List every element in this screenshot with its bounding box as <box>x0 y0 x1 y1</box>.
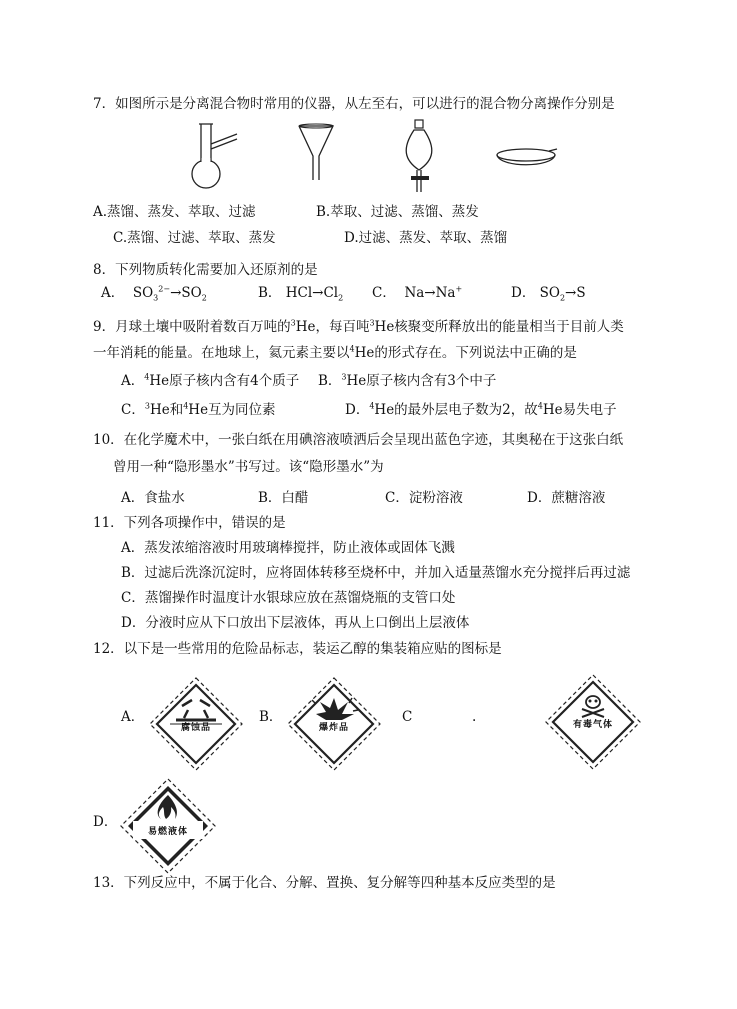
q11-option-d: D．分液时应从下口放出下层液体，再从上口倒出上层液体 <box>121 615 470 631</box>
q10-stem-line1: 10．在化学魔术中，一张白纸在用碘溶液喷洒后会呈现出蓝色字迹，其奥秘在于这张白纸 <box>93 432 624 448</box>
q11-stem: 11．下列各项操作中，错误的是 <box>93 515 286 531</box>
q11-option-a: A．蒸发浓缩溶液时用玻璃棒搅拌，防止液体或固体飞溅 <box>121 540 455 556</box>
q7-option-b: B.萃取、过滤、蒸馏、蒸发 <box>316 204 479 220</box>
explosive-sign <box>286 676 382 772</box>
evaporating-dish-icon <box>494 146 560 176</box>
q10-option-a: A．食盐水 <box>121 490 185 506</box>
q10-stem-line2: 曾用一种“隐形墨水”书写过。该“隐形墨水”为 <box>113 459 384 475</box>
q11-option-c: C．蒸馏操作时温度计水银球应放在蒸馏烧瓶的支管口处 <box>121 590 456 606</box>
q11-option-b: B．过滤后洗涤沉淀时，应将固体转移至烧杯中，并加入适量蒸馏水充分搅拌后再过滤 <box>121 565 631 581</box>
q9-option-a: A．$^4$He原子核内含有4个质子 <box>121 372 300 389</box>
distillation-flask-icon <box>185 120 245 192</box>
q9-option-c: C．$^3$He和$^4$He互为同位素 <box>121 401 276 418</box>
toxic-gas-sign-label: 有毒气体 <box>572 720 613 730</box>
q7-option-c: C.蒸馏、过滤、萃取、蒸发 <box>113 230 276 246</box>
q8-option-c: C． Na→Na+ <box>372 284 463 301</box>
toxic-gas-sign <box>544 673 642 771</box>
q9-stem-line2: 一年消耗的能量。在地球上，氦元素主要以$^4$He的形式存在。下列说法中正确的是 <box>93 344 577 361</box>
explosive-sign-label: 爆炸品 <box>318 723 349 733</box>
q8-option-b: B． $HCl\to Cl_2$ <box>258 285 344 303</box>
q8-option-d: D． $SO_2\to S$ <box>511 285 586 303</box>
q9-option-d: D．$^4$He的最外层电子数为2，故$^4$He易失电子 <box>345 401 617 418</box>
q13-stem: 13．下列反应中，不属于化合、分解、置换、复分解等四种基本反应类型的是 <box>93 875 556 891</box>
q12-option-d-label: D． <box>93 814 118 830</box>
q9-stem-line1: 9．月球土壤中吸附着数百万吨的$^3$He，每百吨$^3$He核聚变所释放出的能量相当于目前人类 <box>93 318 624 335</box>
separatory-funnel-icon <box>400 118 440 196</box>
corrosive-sign <box>148 676 244 772</box>
q12-option-b-label: B． <box>259 709 283 725</box>
q8-option-a: A． $SO_3^{2-}\to SO_2$ <box>101 284 207 303</box>
q7-option-d: D.过滤、蒸发、萃取、蒸馏 <box>344 230 508 246</box>
q7-stem: 7．如图所示是分离混合物时常用的仪器，从左至右，可以进行的混合物分离操作分别是 <box>93 96 615 112</box>
q8-stem: 8．下列物质转化需要加入还原剂的是 <box>93 262 318 278</box>
flammable-liquid-sign <box>119 777 217 875</box>
q12-option-c-label: C <box>402 709 413 725</box>
q7-option-a: A.蒸馏、蒸发、萃取、过滤 <box>93 204 256 220</box>
q10-option-b: B．白醋 <box>258 490 309 506</box>
q9-option-b: B．$^3$He原子核内含有3个中子 <box>318 372 497 389</box>
q12-option-a-label: A． <box>121 709 145 725</box>
funnel-icon <box>297 122 337 184</box>
q12-stem: 12．以下是一些常用的危险品标志，装运乙醇的集装箱应贴的图标是 <box>93 641 502 657</box>
q12-option-c-dot: . <box>472 709 477 725</box>
corrosive-sign-label: 腐蚀品 <box>180 723 211 733</box>
q10-option-d: D．蔗糖溶液 <box>527 490 606 506</box>
flammable-liquid-sign-label: 易燃液体 <box>147 827 188 837</box>
q10-option-c: C．淀粉溶液 <box>385 490 463 506</box>
